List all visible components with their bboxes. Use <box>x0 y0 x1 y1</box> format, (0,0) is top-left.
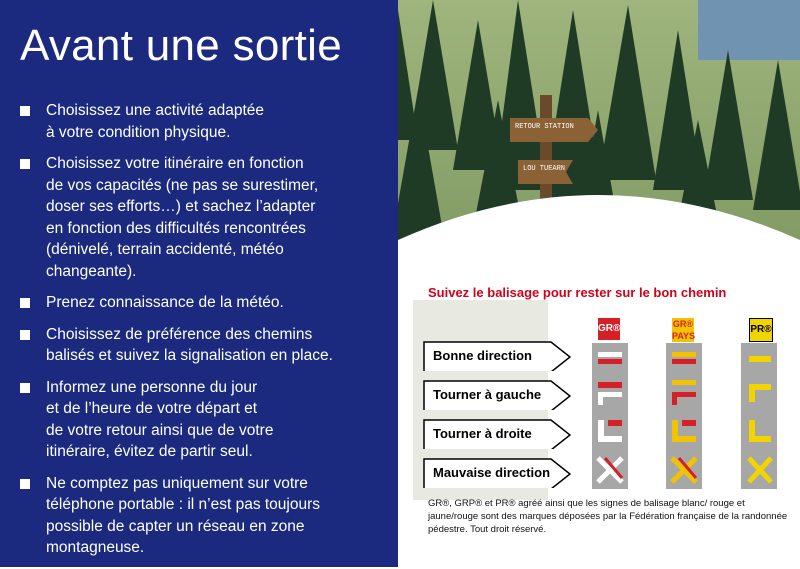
list-item: Choisissez votre itinéraire en fonction de vos capacités (ne pas se surestimer, doser ses efforts…) et sachez l’adapter en fonction des difficultés rencontrées (dénivelé, terrain accidenté, météo changeante). <box>18 153 388 282</box>
list-item: Prenez connaissance de la météo. <box>18 292 388 314</box>
gr-logo: GR® <box>598 318 620 340</box>
signpost-text-1: RETOUR STATION <box>515 123 574 131</box>
list-item: Choisissez une activité adaptée à votre condition physique. <box>18 100 388 143</box>
direction-label: Tourner à droite <box>433 426 532 441</box>
grp-markers <box>672 352 696 482</box>
pr-logo: PR® <box>749 318 773 342</box>
list-item: Choisissez de préférence des chemins balisés et suivez la signalisation en place. <box>18 324 388 367</box>
pr-markers <box>749 356 771 482</box>
direction-label: Mauvaise direction <box>433 465 551 480</box>
grp-logo: GR® PAYS <box>672 319 696 341</box>
list-item: Informez une personne du jour et de l’heure de votre départ et de votre retour ainsi que de votre itinéraire, évitez de partir seul. <box>18 377 388 463</box>
gr-markers <box>598 352 622 482</box>
direction-label: Bonne direction <box>433 348 532 363</box>
page-title: Avant une sortie <box>20 21 342 70</box>
section-subtitle: Suivez le balisage pour rester sur le bon chemin <box>428 285 727 300</box>
trademark-footnote: GR®, GRP® et PR® agréé ainsi que les signes de balisage blanc/ rouge et jaune/rouge sont des marques déposées par la Fédération française de la randonnée pédestre. Tout droit réservé. <box>428 498 788 535</box>
direction-label: Tourner à gauche <box>433 387 542 402</box>
list-item: Ne comptez pas uniquement sur votre téléphone portable : il n’est pas toujours possible de capter un réseau en zone montagneuse. <box>18 473 388 559</box>
signpost-text-2: LOU TUEARN <box>523 165 566 173</box>
